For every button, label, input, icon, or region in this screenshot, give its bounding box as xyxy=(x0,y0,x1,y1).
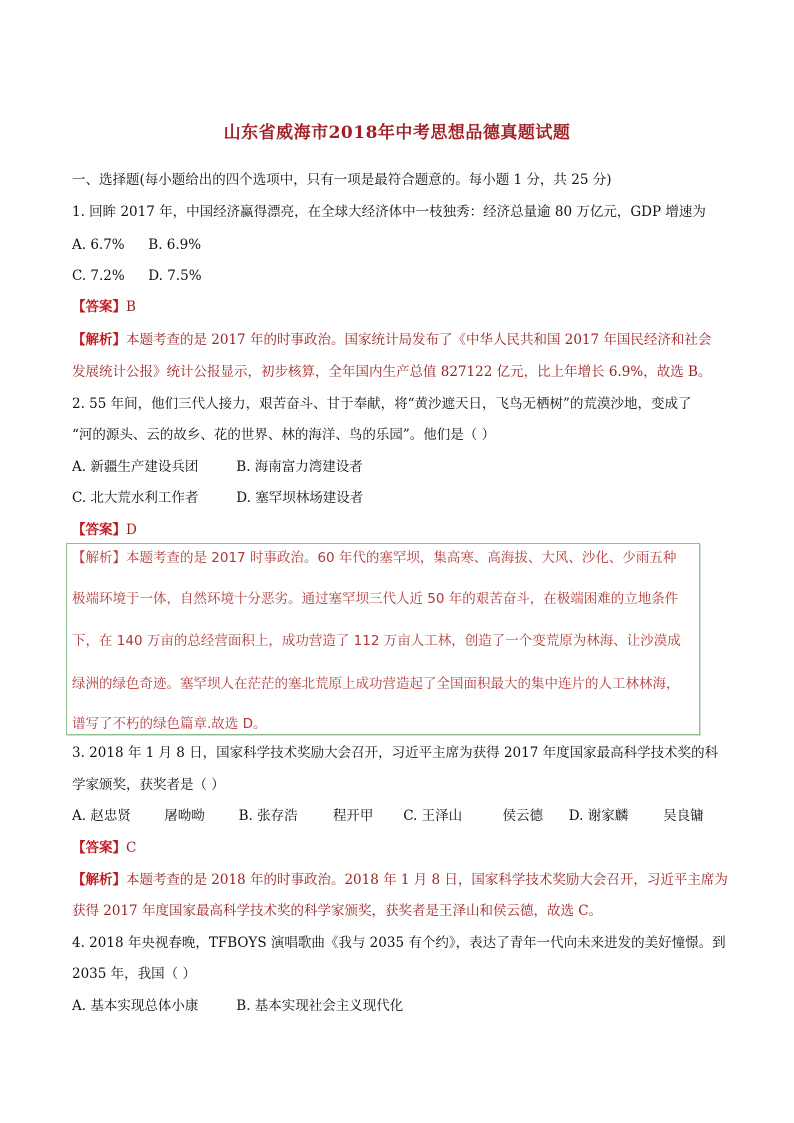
answer-tag: 【答案】 xyxy=(72,522,126,538)
question-2-answer xyxy=(72,520,137,540)
question-4-options-row1 xyxy=(72,996,403,1016)
question-3-options xyxy=(72,806,704,826)
question-1-answer xyxy=(72,297,136,317)
answer-value: D xyxy=(126,522,137,538)
option-c: C. 北大荒水利工作者 xyxy=(72,490,199,506)
section-heading: 一、选择题(每小题给出的四个选项中，只有一项是最符合题意的。每小题 1 分，共 25 分) xyxy=(72,172,612,188)
question-3-stem-line1: 3. 2018 年 1 月 8 日，国家科学技术奖励大会召开，习近平主席为获得 2017 年度国家最高科学技术奖的科 xyxy=(72,745,719,761)
option-b: B. 张存浩 xyxy=(238,808,298,824)
question-3-answer xyxy=(72,838,136,858)
answer-tag: 【答案】 xyxy=(72,299,126,315)
question-3-analysis-line1 xyxy=(72,870,728,890)
analysis-tag: 【解析】 xyxy=(72,872,126,888)
question-1-stem: 1. 回眸 2017 年，中国经济赢得漂亮，在全球大经济体中一枝独秀：经济总量逾 80 万亿元，GDP 增速为 xyxy=(72,204,706,220)
option-b-second: 程开甲 xyxy=(332,808,374,824)
question-2-options-row1 xyxy=(72,457,363,477)
question-2-analysis-line1: 【解析】本题考查的是 2017 时事政治。60 年代的塞罕坝，集高寒、高海拔、大风、沙化、少雨五种 xyxy=(72,550,677,566)
option-a: A. 赵忠贤 xyxy=(72,808,131,824)
question-3-stem-line2: 学家颁奖，获奖者是（ ） xyxy=(72,777,225,793)
option-a: A. 6.7% xyxy=(72,237,125,253)
question-2-analysis-line4: 绿洲的绿色奇迹。塞罕坝人在茫茫的塞北荒原上成功营造起了全国面积最大的集中连片的人工林林海， xyxy=(72,676,680,692)
question-2-analysis-line5: 谱写了不朽的绿色篇章.故选 D。 xyxy=(72,716,267,732)
option-d-second: 吴良镛 xyxy=(663,808,704,824)
question-1-analysis-line1 xyxy=(72,330,711,350)
question-2-stem-line1: 2. 55 年间，他们三代人接力，艰苦奋斗、甘于奉献，将“黄沙遮天日，飞鸟无栖树”的荒漠沙地，变成了 xyxy=(72,396,692,412)
question-1-options-row1 xyxy=(72,235,201,255)
question-1-options-row2 xyxy=(72,266,202,286)
option-d: D. 7.5% xyxy=(148,268,202,284)
question-3-analysis-line2: 获得 2017 年度国家最高科学技术奖的科学家颁奖，获奖者是王泽山和侯云德，故选 C。 xyxy=(72,903,603,919)
page-title: 山东省威海市2018年中考思想品德真题试题 xyxy=(223,123,571,143)
question-1-analysis-line2: 发展统计公报》统计公报显示，初步核算，全年国内生产总值 827122 亿元，比上年增长 6.9%，故选 B。 xyxy=(72,364,712,380)
option-a: A. 新疆生产建设兵团 xyxy=(72,459,199,475)
question-2-options-row2 xyxy=(72,488,363,508)
question-4-stem-line1: 4. 2018 年央视春晚，TFBOYS 演唱歌曲《我与 2035 有个约》，表达了青年一代向未来进发的美好憧憬。到 xyxy=(72,935,726,951)
option-c: C. 王泽山 xyxy=(403,808,463,824)
question-2-analysis-line2: 极端环境于一体，自然环境十分恶劣。通过塞罕坝三代人近 50 年的艰苦奋斗，在极端困难的立地条件 xyxy=(72,591,679,607)
analysis-tag: 【解析】 xyxy=(72,332,126,348)
answer-value: B xyxy=(126,299,136,315)
option-a: A. 基本实现总体小康 xyxy=(72,998,199,1014)
answer-tag: 【答案】 xyxy=(72,840,126,856)
option-c: C. 7.2% xyxy=(72,268,125,284)
analysis-text: 本题考查的是 2017 年的时事政治。国家统计局发布了《中华人民共和国 2017 年国民经济和社会 xyxy=(126,332,712,348)
option-d: D. 谢家麟 xyxy=(568,808,629,824)
question-2-analysis-line3: 下，在 140 万亩的总经营面积上，成功营造了 112 万亩人工林，创造了一个变荒原为林海、让沙漠成 xyxy=(72,633,681,649)
option-b: B. 基本实现社会主义现代化 xyxy=(236,998,404,1014)
analysis-text: 本题考查的是 2018 年的时事政治。2018 年 1 月 8 日，国家科学技术奖励大会召开，习近平主席为 xyxy=(126,872,728,888)
option-b: B. 海南富力湾建设者 xyxy=(236,459,363,475)
answer-value: C xyxy=(126,840,137,856)
option-d: D. 塞罕坝林场建设者 xyxy=(236,490,364,506)
option-a-second: 屠呦呦 xyxy=(164,808,205,824)
option-b: B. 6.9% xyxy=(148,237,202,253)
option-c-second: 侯云德 xyxy=(502,808,543,824)
question-4-stem-line2: 2035 年，我国（ ） xyxy=(72,966,196,982)
question-2-stem-line2: “河的源头、云的故乡、花的世界、林的海洋、鸟的乐园”。他们是（ ） xyxy=(72,427,496,443)
